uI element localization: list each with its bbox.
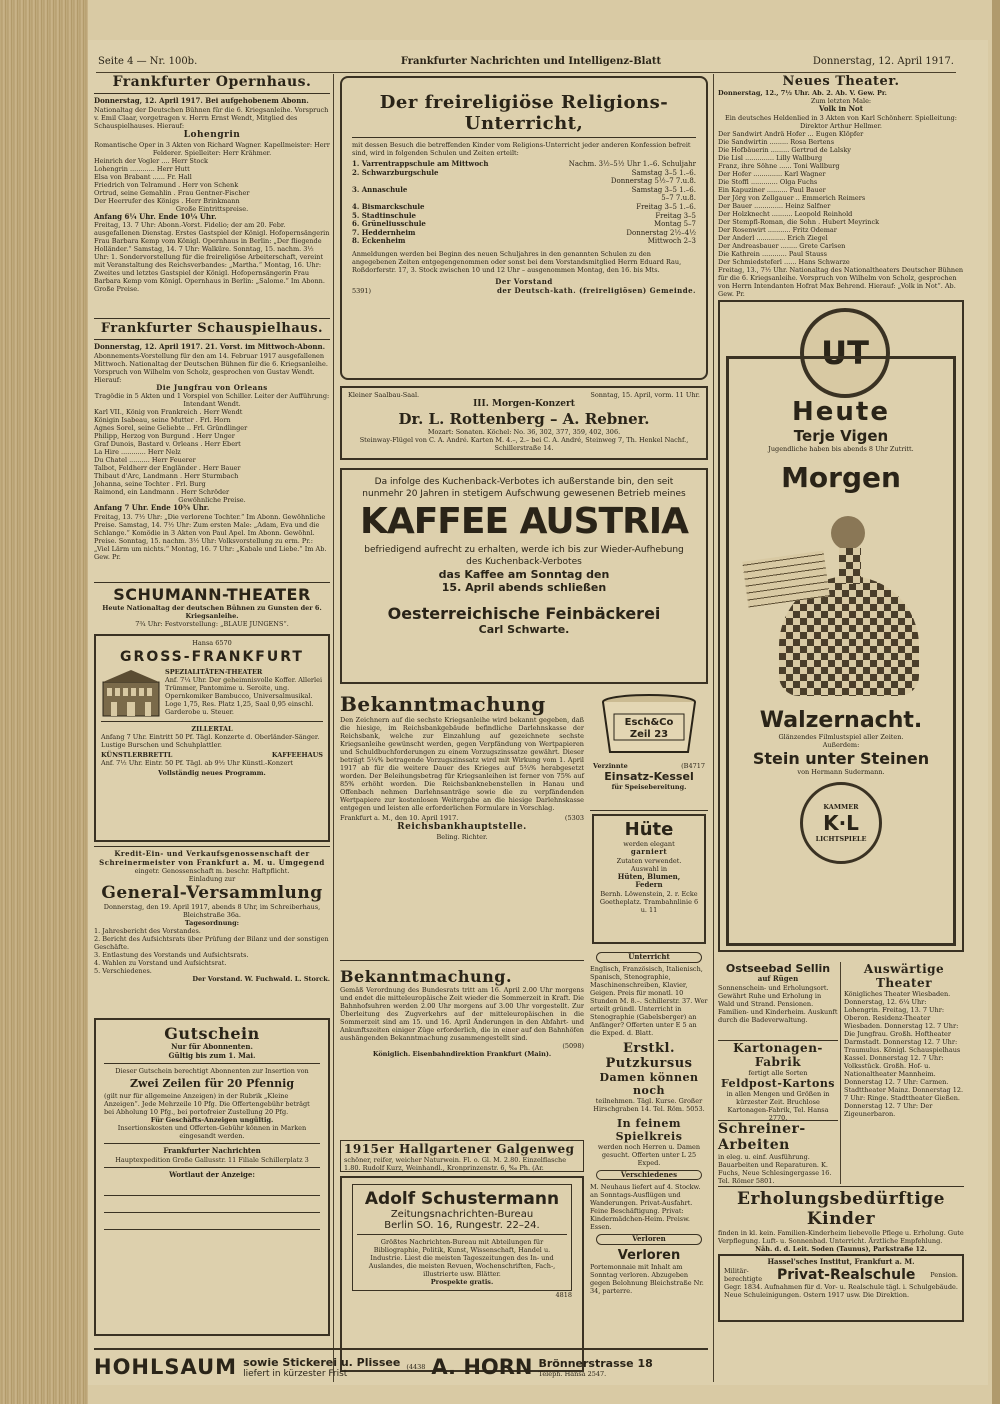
gross-info: Anf. 7¼ Uhr. Der geheimnisvolle Koffer. Allerlei Trümmer, Pantomime u. Seroite, ung. Opernkomiker Bambucco, Universalmusikal. Loge 1,75, Res. Platz 1,25, Saal 0,95 einschl. Garderobe u. Steuer.	[165, 676, 323, 716]
horn-phone: Teleph. Hansa 2547.	[538, 1369, 607, 1378]
erholung-text: finden in kl. kein. Familien-Kinderheim liebevolle Pflege u. Erholung. Gute Verpflegung. Luft- u. Sonnenbad. Unterricht. Ärztliche Empfehlung.	[718, 1229, 964, 1245]
karton-l1: fertigt alle Sorten	[748, 1069, 808, 1077]
kl-mid: K·L	[823, 811, 859, 835]
cast-line: Der Jörg von Zellgauer .. Emmerich Reimers	[718, 193, 866, 202]
cast-line: Die Hofbäuerin ......... Gertrud de Lalsky	[718, 145, 851, 154]
neues-cast	[718, 130, 964, 266]
konzert-venue: Kleiner Saalbau-Saal.	[348, 391, 420, 399]
neues-intro: Zum letzten Male:	[810, 97, 872, 105]
auswaertige-theater	[844, 962, 964, 1184]
dancer-illustration	[743, 496, 939, 706]
bekannt1-place: Frankfurt a. M., den 10. April 1917.	[340, 814, 459, 822]
opera-title: Frankfurter Opernhaus.	[112, 74, 312, 90]
verloren-text: Portemonnaie mit Inhalt am Sonntag verloren. Abzugeben gegen Belohnung Bleichstraße Nr. 34, parterre.	[590, 1262, 704, 1295]
cast-line: Der Stempfl-Roman, die Sohn . Hubert Meyrinck	[718, 217, 880, 226]
esch-l1: Verzinnte	[593, 762, 628, 770]
schauspiel-intro: Abonnements-Vorstellung für den am 14. Februar 1917 ausgefallenen Mittwoch. Nationaltag der Deutschen Bühnen für die 6. Kriegsanleihe. Vorspruch von Wilhelm von Scholz, gesprochen von Gustav Wendt. Hierauf:	[94, 351, 328, 384]
religion-ad	[340, 76, 708, 380]
schreiner-title: Schreiner-Arbeiten	[718, 1121, 806, 1153]
kaffee-l3: das Kaffee am Sonntag den	[438, 568, 610, 581]
neues-week: Freitag, 13., 7½ Uhr. Nationaltag des Nationaltheaters Deutscher Bühnen für die 6. Kriegsanleihe. Vorspruch von Wilhelm von Scholz, gesprochen von Herrn Intendanten Hofrat Max Behrend. Hierauf: „Volk in Not“. Ab. Gew. Pr.	[718, 265, 964, 298]
putz-sub: Damen können noch	[599, 1070, 699, 1097]
kredit-sub: eingetr. Genossenschaft m. beschr. Haftpflicht.	[134, 867, 290, 876]
schedule-time: Freitag 3–5 1.–6.	[636, 202, 696, 211]
opera-desc: Romantische Oper in 3 Akten von Richard Wagner. Kapellmeister: Herr Felderer. Spielleiter: Herr Krähmer.	[94, 140, 330, 157]
horn-street: Brönnerstrasse 18	[538, 1356, 653, 1370]
sellin-sub: auf Rügen	[757, 974, 799, 983]
religion-title: Der freireligiöse Religions-Unterricht,	[379, 92, 669, 134]
hallgarten-title: 1915er Hallgartener Galgenweg	[344, 1142, 575, 1156]
gutschein-cond: (gilt nur für allgemeine Anzeigen) in der Rubrik „Kleine Anzeigen“. Jede Mehrzeile 10 Pfg. Die Offertengebühr beträgt bei Abholung 10 Pfg., bei portofreier Zustellung 20 Pfg.	[104, 1092, 310, 1117]
karton-ad	[718, 1040, 838, 1122]
hohlsaum-code: (4438	[406, 1363, 426, 1371]
religion-sign2: der Deutsch-kath. (freireligiösen) Gemeinde.	[497, 285, 696, 295]
schustermann-ad	[340, 1176, 584, 1372]
gross-phone: Hansa 6570	[192, 639, 232, 647]
erholung-ad	[718, 1186, 964, 1251]
small-ads-column	[590, 950, 708, 1370]
schumann-title: SCHUMANN-THEATER	[113, 585, 311, 604]
gutschein-wortlaut: Wortlaut der Anzeige:	[169, 1169, 255, 1179]
hassel-right: Pension.	[930, 1270, 958, 1279]
cast-line: Agnes Sorel, seine Geliebte .. Frl. Gründlinger	[94, 424, 248, 433]
kaffee-l1: Da infolge des Kuchenback-Verbotes ich außerstande bin, den seit nunmehr 20 Jahren in stetigem Aufschwung gewesenen Betrieb meines	[362, 477, 686, 499]
ut-film3: Stein unter Steinen	[752, 749, 930, 768]
neues-desc: Ein deutsches Heldenlied in 3 Akten von Karl Schönherr. Spielleitung: Direktor Arthur Hellmer.	[724, 113, 957, 130]
column-rule	[840, 962, 841, 1184]
hallgarten-text: schöner, reifer, weicher Naturwein. Fl. o. Gl. M. 2.80. Einzelflasche 1.80. Rudolf Kurz, Weinhandl., Kronprinzenstr. 6, ‰ Ph. (Ar.	[344, 1156, 567, 1172]
neues-play: Volk in Not	[819, 104, 863, 113]
huete-ad	[592, 814, 706, 944]
hohlsaum-mid1: sowie Stickerei u. Plissee	[243, 1355, 401, 1369]
gutschein-addr: Hauptexpedition Große Gallusstr. 11 Filiale Schillerplatz 3	[115, 1155, 309, 1164]
hassel-left: Militär-berechtigte	[724, 1266, 763, 1283]
kl-bot: LICHTSPIELE	[815, 835, 867, 843]
kredit-agenda-title: Tagesordnung:	[184, 919, 240, 928]
kaffee-l2: befriedigend aufrecht zu erhalten, werde ich bis zur Wieder-Aufhebung des Kuchenback-Verbotes	[364, 545, 684, 567]
kl-top: KAMMER	[823, 803, 859, 811]
auswaertig-title: Auswärtige Theater	[863, 962, 945, 990]
ut-note1: Jugendliche haben bis abends 8 Uhr Zutritt.	[768, 445, 914, 453]
ut-logo-text: UT	[821, 334, 869, 372]
schumann-ad	[94, 582, 330, 627]
bekannt2-text: Gemäß Verordnung des Bundesrats tritt am 16. April 2.00 Uhr morgens und endet die mitteleuropäische Zeit wieder die Sommerzeit in Kraft. Die Bahnhofsuhren werden 2.00 Uhr morgens auf 3.00 Uhr vorgestellt. Zur Überleitung des Zugverkehrs auf der mitteleuropäischen in die Sommerzeit sind am 15. und 16. April Änderungen in den Abfahrt- und Ankunftszeiten einiger Züge erforderlich, die in einer auf den Bahnhöfen aushängenden Bekanntmachung zusammengestellt sind.	[340, 986, 584, 1042]
huete-title: Hüte	[624, 819, 674, 840]
gross-zillertal: ZILLERTAL	[191, 725, 233, 733]
schreiner-text: in eleg. u. einf. Ausführung. Bauarbeiten und Reparaturen. K. Fuchs, Neue Schlesingergasse 16. Tel. Römer 5801.	[718, 1153, 832, 1185]
neues-title: Neues Theater.	[782, 74, 900, 89]
gross-kaffeehaus: KAFFEEHAUS	[271, 751, 323, 759]
kaffee-big: KAFFEE AUSTRIA	[359, 501, 689, 542]
konzert-grand: Steinway-Flügel von C. A. André. Karten M. 4.–, 2.– bei C. A. André, Steinweg 7, Th. Henkel Nachf., Schillerstraße 14.	[359, 436, 689, 452]
ut-heute: Heute	[792, 397, 890, 427]
ut-lichtspiele-ad	[718, 300, 964, 952]
schreiner-ad	[718, 1120, 838, 1185]
cast-line: Die Kathrein ............ Paul Stauss	[718, 249, 827, 258]
cast-line: Du Chatel .......... Herr Feuerer	[94, 456, 196, 465]
schedule-time: 5–7 7.u.8.	[661, 194, 696, 203]
neues-line1: Donnerstag, 12., 7½ Uhr. Ab. 2. Ab. V. Gew. Pr.	[718, 89, 887, 97]
page-edge	[992, 0, 1000, 1404]
kaffee-l4: 15. April abends schließen	[441, 581, 607, 594]
schuster-code: 4818	[555, 1291, 572, 1299]
schumann-line1: Heute Nationaltag der deutschen Bühnen zu Gunsten der 6. Kriegsanleihe.	[102, 604, 322, 620]
ut-author: von Hermann Sudermann.	[797, 768, 885, 776]
schauspiel-start: Anfang 7 Uhr. Ende 10¾ Uhr.	[94, 503, 210, 513]
ut-note2: Glänzendes Filmlustspiel aller Zeiten.	[778, 733, 904, 741]
schauspiel-date: Donnerstag, 12. April 1917. 21. Vorst. im Mittwoch-Abonn.	[94, 342, 326, 351]
karton-text: in allen Mengen und Größen in kürzester Zeit. Bruchlose Kartonagen-Fabrik, Tel. Hansa 2770.	[726, 1090, 830, 1122]
konzert-title: III. Morgen-Konzert	[473, 399, 575, 409]
huete-l1: werden elegant	[623, 840, 675, 848]
hassel-ad	[718, 1254, 964, 1322]
bekannt1-names: Beling. Richter.	[436, 833, 488, 841]
bekannt1-code: (5303	[564, 814, 584, 822]
cast-line: Königin Isabeau, seine Mutter . Frl. Horn	[94, 416, 231, 425]
schauspiel-play: Die Jungfrau von Orleans	[156, 382, 268, 392]
cast-line: Der Bauer .............. Heinz Salfner	[718, 201, 831, 210]
coupon-write-line[interactable]	[104, 1196, 320, 1213]
verschiedenes-heading: Verschiedenes	[596, 1170, 702, 1181]
schedule-school: 2. Schwarzburgschule	[352, 167, 439, 177]
opera-start: Anfang 6¼ Uhr. Ende 10¼ Uhr.	[94, 211, 217, 221]
cast-line: Karl VII., König von Frankreich . Herr Wendt	[94, 408, 243, 417]
opera-week: Freitag, 13. 7 Uhr: Abonn.-Vorst. Fidelio; der am 20. Febr. ausgefallenen Dienstag. Erstes Gastspiel der Königl. Hofopernsängerin Frau Barbara Kemp vom Königl. Opernhaus in Berlin: „Der fliegende Holländer.“ Samstag, 14. 7 Uhr: Walküre. Sonntag, 15. nachm. 3½ Uhr: 1. Sondervorstellung für die freireligiöse Arbeiterschaft, vereint mit Veranstaltung des Reichsverbandes: „Martha.“ Montag, 16. Uhr: Zweites und letztes Gastspiel der Königl. Hofopernsängerin Frau Barbara Kemp vom Königl. Opernhaus in Berlin: „Salome.“ Im Abonn. Große Preise.	[94, 221, 330, 294]
horn-name: A. HORN	[431, 1355, 533, 1379]
kredit-einladung: Einladung zur	[188, 875, 236, 884]
schauspiel-cast	[94, 408, 330, 496]
ut-ausserdem: Außerdem:	[822, 741, 860, 749]
sellin-ad	[718, 962, 838, 1038]
huete-l5: Hüten, Blumen,	[617, 871, 681, 881]
ut-film1: Terje Vigen	[793, 427, 889, 445]
hassel-big: Privat-Realschule	[776, 1266, 916, 1283]
schedule-school: 6. Grüneliusschule	[352, 219, 426, 229]
gutschein-big: Zwei Zeilen für 20 Pfennig	[129, 1077, 295, 1091]
religion-note: Anmeldungen werden bei Beginn des neuen Schuljahres in den genannten Schulen zu den angegebenen Zeiten entgegengenommen oder sonst bei dem Vorstandsmitglied Herrn Eduard Rau, Roßdorferstr. 17, 3. Stock zwischen 10 und 12 Uhr – ausgenommen Montag, den 16. bis Mts.	[352, 249, 682, 274]
bekanntmachung-reichsbank	[340, 692, 584, 932]
cast-line: Der Hofer .............. Karl Wagner	[718, 169, 826, 178]
gross-kuenstlerbrettl: KÜNSTLERBRETTL	[101, 751, 173, 759]
agenda-item: 2. Bericht des Aufsichtsrats über Prüfung der Bilanz und der sonstigen Geschäfte.	[94, 935, 329, 952]
cast-line: Ein Kapuziner .......... Paul Bauer	[718, 185, 826, 194]
page-header	[96, 54, 956, 73]
bekanntmachung-sommerzeit	[340, 960, 584, 1125]
schuster-addr: Berlin SO. 16, Rungestr. 22–24.	[384, 1220, 540, 1231]
header-center: Frankfurter Nachrichten und Intelligenz-Blatt	[400, 56, 662, 67]
karton-big: Feldpost-Kartons	[720, 1077, 836, 1090]
gross-footer: Vollständig neues Programm.	[158, 769, 266, 777]
kettle-illustration	[590, 692, 708, 758]
cast-line: Der Rosenwirt ........... Fritz Odemar	[718, 225, 837, 234]
bekannt1-text: Den Zeichnern auf die sechste Kriegsanleihe wird bekannt gegeben, daß die hiesige, im Reichsbankgebäude befindliche Darlehnskasse der Reichsbank, welche zur Einzahlung auf gezeichnete sechste Kriegsanleihe gewünscht werden, gegen Verpfändung von Wertpapieren und Schuldbuchforderungen zu einem Vorzugszinssatze gewährt. Dieser beträgt 5¼% betragende Vorzugszinssatz wird mit Wirkung vom 1. April 1917 ab für die weitere Dauer des Krieges auf 5¾% herabgesetzt worden. Der Beleihungsbetrag für Kriegsanleihen ist ferner von 75% auf 85% erhöht worden. Die Reichsbanknebenstellen in Hanau und Offenbach nehmen Darlehnsanträge sowie die zu verpfändenden Wertpapiere zur kostenlosen Weitergabe an die hiesige Darlehnskasse entgegen und leisten alle erforderlichen Formulare in Vorschlag.	[340, 716, 584, 812]
gutschein-text: Dieser Gutschein berechtigt Abonnenten zur Insertion von	[115, 1067, 309, 1076]
ut-morgen: Morgen	[781, 461, 901, 494]
cast-line: Der Sandwirt Andrä Hofer ... Eugen Klöpfer	[718, 129, 864, 138]
schedule-row	[352, 186, 696, 195]
sellin-text: Sonnenschein- und Erholungsort. Gewährt Ruhe und Erholung in Wald und Strand. Pensionen. Familien- und Kinderheim. Auskunft durch die Badeverwaltung.	[718, 983, 838, 1024]
schumann-line2: 7¾ Uhr: Festvorstellung: „BLAUE JUNGENS“.	[135, 620, 289, 628]
sellin-title: Ostseebad Sellin	[725, 962, 831, 975]
gutschein-l1: Nur für Abonnenten.	[171, 1042, 253, 1051]
opera-date: Donnerstag, 12. April 1917. Bei aufgehobenem Abonn.	[94, 96, 309, 105]
kredit-title: Kredit-Ein- und Verkaufsgenossenschaft der Schreinermeister von Frankfurt a. M. u. Umgegend	[99, 849, 325, 867]
cast-line: Thibaut d'Arc, Landmann . Herr Sturmbach	[94, 472, 239, 481]
esch-l2: für Speisebereitung.	[611, 783, 687, 791]
column-rule	[333, 74, 334, 1382]
schedule-time: Samstag 3–5 1.–6.	[631, 185, 696, 194]
verloren-heading: Verloren	[596, 1234, 702, 1245]
kaffee-austria-ad	[340, 468, 708, 684]
esch-ad	[590, 692, 708, 811]
cast-line: Philipp, Herzog von Burgund . Herr Unger	[94, 432, 235, 441]
cast-line: Franz, ihre Söhne ...... Toni Wallburg	[718, 161, 840, 170]
bekannt1-title: Bekanntmachung	[340, 692, 546, 716]
gutschein-cond2: Insertionskosten und Offerten-Gebühr können in Marken eingesandt werden.	[117, 1124, 307, 1141]
huete-l4: Auswahl in	[630, 864, 668, 873]
gutschein-l2: Gültig bis zum 1. Mai.	[168, 1050, 256, 1060]
erholung-addr: Näh. d. d. Leit. Soden (Taunus), Parkstraße 12.	[755, 1245, 927, 1253]
gutschein-title: Gutschein	[164, 1024, 260, 1043]
opera-name: Lohengrin	[183, 129, 241, 140]
schedule-time: Donnerstag 5½–7 7.u.8.	[610, 177, 696, 186]
schuster-note: Prospekte gratis.	[430, 1278, 494, 1286]
cast-line: Die Stoffl ............. Olga Fuchs	[718, 177, 818, 186]
kredit-date: Donnerstag, den 19. April 1917, abends 8 Uhr, im Schreiberhaus, Bleichstraße 36a.	[103, 903, 321, 920]
karton-title: Kartonagen-Fabrik	[733, 1041, 823, 1069]
unterricht-heading: Unterricht	[596, 952, 702, 963]
cast-line: Der Schmiedsteferl ...... Hans Schwarze	[718, 257, 850, 266]
schedule-row	[352, 237, 696, 246]
schauspiel-desc: Tragödie in 5 Akten und 1 Vorspiel von Schiller. Leiter der Aufführung: Intendant Wendt.	[94, 392, 330, 409]
putz-title: Erstkl. Putzkursus	[605, 1040, 693, 1071]
auswaertig-text: Königliches Theater Wiesbaden. Donnerstag, 12. 6¼ Uhr: Lohengrin. Freitag, 13. 7 Uhr: Oberon. Residenz-Theater Wiesbaden. Donnerstag 12. 7 Uhr: Die Jungfrau. Großh. Hoftheater Darmstadt. Donnerstag 12. 7 Uhr: Traumulus. Königl. Schauspielhaus Kassel. Donnerstag 12. 7 Uhr: Volksstück. Großh. Hof- u. Nationaltheater Mannheim. Donnerstag 12. 7 Uhr: Carmen. Stadttheater Mainz. Donnerstag 12. 7 Uhr: Ringe. Stadttheater Gießen. Donnerstag 12. 7 Uhr: Der Zigeunerbaron.	[844, 990, 964, 1118]
cast-line: Der Andreasbauer ........ Grete Carlsen	[718, 241, 846, 250]
putz-text: teilnehmen. Tägl. Kurse. Großer Hirschgraben 14. Tel. Röm. 5053.	[593, 1096, 705, 1113]
schauspiel-prices: Gewöhnliche Preise.	[178, 496, 246, 505]
erholung-title: Erholungsbedürftige Kinder	[737, 1189, 945, 1229]
ut-film2: Walzernacht.	[759, 708, 923, 733]
schauspiel-title: Frankfurter Schauspielhaus.	[100, 321, 324, 336]
book-binding	[0, 0, 88, 1404]
spiel-text: werden noch Herren u. Damen gesucht. Offerten unter L 25 Exped.	[597, 1142, 701, 1167]
neues-theater-listing	[718, 74, 964, 298]
huete-l3: Zutaten verwendet.	[616, 856, 682, 865]
can-label-2: Zeil 23	[629, 729, 669, 740]
schedule-time: Montag 5–7	[654, 220, 696, 229]
cast-line: Die Sandwirtin ......... Rosa Bertens	[718, 137, 835, 146]
opera-prices: Große Eintrittspreise.	[175, 204, 249, 213]
schuster-text: Größtes Nachrichten-Bureau mit Abteilungen für Bibliographie, Politik, Kunst, Wissenschaft, Handel u. Industrie. Liest die meisten Tageszeitungen des In- und Auslandes, die meisten Revuen, Wochenschriften, Fach-, illustrierte usw. Blätter.	[368, 1238, 556, 1278]
religion-sign1: Der Vorstand	[495, 276, 553, 286]
cast-line: Heinrich der Vogler .... Herr Stock	[94, 156, 208, 165]
opera-intro: Nationaltag der Deutschen Bühnen für die 6. Kriegsanleihe. Vorspruch v. Emil Claar, vorgetragen v. Herrn Ernst Wendt, Mitglied des Schauspielhauses. Hierauf:	[94, 105, 329, 130]
schedule-school: 5. Stadtinschule	[352, 210, 416, 220]
agenda-item: 5. Verschiedenes.	[94, 967, 152, 976]
gross-kb-info: Anf. 7½ Uhr. Eintr. 50 Pf. Tägl. ab 9½ Uhr Künstl.-Konzert	[101, 759, 294, 767]
kredit-genossenschaft	[94, 846, 330, 1007]
bekannt2-sign: Königlich. Eisenbahndirektion Frankfurt (Main).	[372, 1050, 552, 1058]
cast-line: Der Anderl .............. Erich Ziegel	[718, 233, 828, 242]
bekannt1-sign: Reichsbankhauptstelle.	[397, 822, 527, 832]
schedule-time: Freitag 3–5	[655, 211, 696, 220]
schedule-time: Nachm. 3½–5½ Uhr 1.–6. Schuljahr	[568, 160, 696, 168]
schedule-school: 7. Heddernheim	[352, 227, 416, 237]
unterricht-text: Englisch, Französisch, Italienisch, Spanisch, Stenographie, Maschinenschreiben, Klavier, Geigen. Preis für monatl. 10 Stunden M. 8.–. Schillerstr. 37. Wer erteilt gründl. Unterricht in Stenographie (Gabelsberger) an Anfänger? Offerten unter E 5 an die Exped. d. Blatt.	[590, 964, 708, 1037]
cast-line: Johanna, seine Tochter . Frl. Burg	[94, 480, 206, 489]
huete-addr: Bernh. Löwenstein, 2. r. Ecke Goetheplatz. Trambahnlinie 6 u. 11	[599, 889, 699, 914]
schedule-school: 4. Bismarckschule	[352, 201, 425, 211]
esch-big: Einsatz-Kessel	[604, 770, 694, 783]
schauspiel-week: Freitag, 13. 7½ Uhr: „Die verlorene Tochter.“ Im Abonn. Gewöhnliche Preise. Samstag, 14. 7½ Uhr: Zum ersten Male: „Adam, Eva und die Schlange.“ Komödie in 3 Akten von Paul Apel. Im Abonn. Gewöhnl. Preise. Sonntag, 15. nachm. 3½ Uhr: Volksvorstellung zu erm. Pr.: „Viel Lärm um nichts.“ Montag, 16. 7 Uhr: „Kabale und Liebe.“ Im Ab. Gew. Pr.	[94, 512, 327, 561]
kredit-big: General-Versammlung	[101, 883, 323, 904]
coupon-write-line[interactable]	[104, 1179, 320, 1196]
kaffee-owner: Carl Schwarte.	[478, 623, 570, 636]
konzert-program: Mozart: Sonaten. Köchel: No. 36, 302, 377, 359, 402, 306.	[427, 428, 621, 436]
spiel-title: In feinem Spielkreis	[615, 1116, 683, 1143]
agenda-item: 1. Jahresbericht des Vorstandes.	[94, 927, 201, 936]
huete-l2: garniert	[630, 847, 668, 856]
theater-building-illustration	[101, 668, 161, 718]
schuster-name: Adolf Schustermann	[364, 1189, 560, 1209]
agenda-item: 3. Entlastung des Vorstands und Aufsichtsrats.	[94, 951, 249, 960]
schedule-school: 1. Varrentrappschule am Mittwoch	[352, 159, 489, 168]
hohlsaum-big: HOHLSAUM	[94, 1355, 238, 1379]
cast-line: Raimond, ein Landmann . Herr Schröder	[94, 488, 230, 497]
kl-logo	[800, 782, 882, 864]
bekannt2-code: (5098)	[562, 1042, 584, 1050]
gross-zillertal-info: Anfang 7 Uhr. Eintritt 50 Pf. Tägl. Konzerte d. Oberländer-Sänger. Lustige Burschen und Schuhplattler.	[101, 733, 320, 749]
hassel-text: Gegr. 1834. Aufnahmen für d. Vor- u. Realschule tägl. i. Schulgebäude. Neue Schuleinigungen. Ostern 1917 usw. Die Direktion.	[724, 1282, 958, 1299]
cast-line: Friedrich von Telramund . Herr von Schenk	[94, 180, 239, 189]
cast-line: Graf Dunois, Bastard v. Orleans . Herr Ebert	[94, 440, 241, 449]
hohlsaum-mid2: liefert in kürzester Frist	[243, 1368, 348, 1379]
schedule-time: Samstag 3–5 1.–6.	[631, 168, 696, 177]
kaffee-name: Oesterreichische Feinbäckerei	[387, 604, 661, 623]
gutschein-geschaeft: Für Geschäfts-Anzeigen ungültig.	[150, 1116, 274, 1125]
schuster-sub: Zeitungsnachrichten-Bureau	[390, 1209, 534, 1220]
konzert-date: Sonntag, 15. April, vorm. 11 Uhr.	[590, 391, 700, 399]
kredit-agenda	[94, 927, 330, 975]
bekannt2-title: Bekanntmachung.	[340, 967, 513, 986]
huete-l6: Federn	[635, 880, 663, 890]
cast-line: Die Lisl .............. Lilly Wallburg	[718, 153, 823, 162]
schedule-school: 3. Annaschule	[352, 184, 408, 194]
gross-frankfurt-ad	[94, 634, 330, 842]
gutschein-pub: Frankfurter Nachrichten	[163, 1146, 261, 1156]
gross-title: GROSS-FRANKFURT	[120, 649, 304, 665]
cast-line: La Hire ............ Herr Nelz	[94, 448, 181, 457]
schedule-school: 8. Eckenheim	[352, 236, 406, 246]
column-rule	[713, 74, 714, 1382]
schedule-row	[352, 169, 696, 178]
hassel-title: Hassel'sches Institut, Frankfurt a. M.	[767, 1257, 915, 1266]
verschiedenes-text: M. Neuhaus liefert auf 4. Stockw. an Sonntags-Ausflügen und Wanderungen. Privat-Ausfahrt. Feine Beschäftigung. Privat: Kindermädchen-Heim. Preisw. Essen.	[590, 1183, 701, 1232]
religion-intro: mit dessen Besuch die betreffenden Kinder vom Religions-Unterricht jeder anderen Konfession befreit sind, wird in folgenden Schulen und Zeiten erteilt:	[352, 141, 691, 157]
ut-frame	[726, 356, 956, 946]
verloren-title: Verloren	[617, 1247, 681, 1263]
schedule-time: Donnerstag 2½–4½	[626, 228, 696, 237]
kredit-sign: Der Vorstand. W. Fuchwald. L. Storck.	[192, 975, 330, 984]
konzert-ad	[340, 386, 708, 460]
gutschein-coupon[interactable]	[94, 1018, 330, 1336]
cast-line: Ortrud, seine Gemahlin . Frau Gentner-Fischer	[94, 188, 250, 197]
header-left: Seite 4 — Nr. 100b.	[98, 56, 198, 67]
cast-line: Der Holzknecht .......... Leopold Reinhold	[718, 209, 853, 218]
esch-code: (B4717	[681, 762, 705, 770]
hallgarten-ad	[340, 1140, 584, 1172]
schedule-time: Mittwoch 2–3	[647, 237, 696, 246]
cast-line: Elsa von Brabant ...... Fr. Hall	[94, 172, 192, 181]
agenda-item: 4. Wahlen zu Vorstand und Aufsichtsrat.	[94, 959, 227, 968]
hohlsaum-ad	[94, 1348, 708, 1384]
schauspiel-listing	[94, 318, 330, 581]
can-label-1: Esch&Co	[624, 717, 674, 728]
cast-line: Talbot, Feldherr der Engländer . Herr Bauer	[94, 464, 241, 473]
coupon-write-line[interactable]	[104, 1213, 320, 1230]
religion-schedule	[352, 160, 696, 246]
header-right: Donnerstag, 12. April 1917.	[812, 56, 954, 67]
religion-code: 5391)	[352, 286, 372, 295]
cast-line: Lohengrin ............ Herr Hutt	[94, 164, 190, 173]
gross-special: SPEZIALITÄTEN-THEATER	[165, 668, 263, 676]
cast-line: Der Heerrufer des Königs . Herr Brinkmann	[94, 196, 240, 205]
opera-listing	[94, 74, 330, 302]
konzert-names: Dr. L. Rottenberg – A. Rebner.	[398, 410, 650, 428]
opera-cast	[94, 157, 330, 205]
